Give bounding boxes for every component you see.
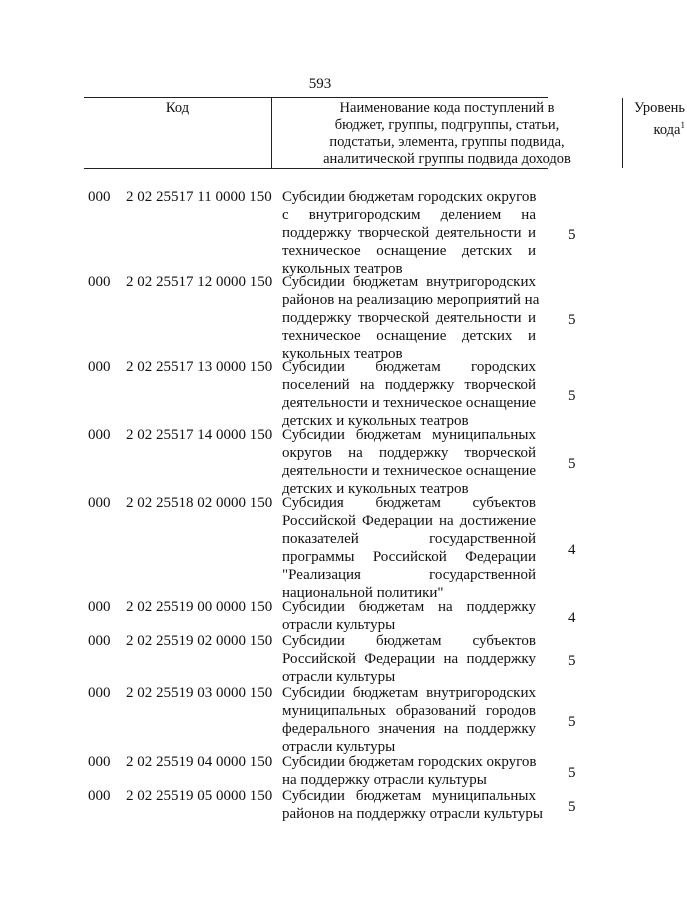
row-name-line: Субсидии бюджетам муниципальных	[282, 427, 536, 443]
row-code: 2 02 25517 12 0000 150	[126, 274, 273, 290]
row-name-line: Субсидия бюджетам субъектов	[282, 495, 536, 511]
row-code: 2 02 25517 14 0000 150	[126, 427, 273, 443]
row-name-line: на поддержку отрасли культуры	[282, 772, 487, 788]
row-name-line: поддержку творческой деятельности и	[282, 225, 536, 241]
row-level: 5	[568, 227, 576, 243]
row-code: 2 02 25519 04 0000 150	[126, 754, 273, 770]
row-code: 2 02 25517 13 0000 150	[126, 359, 273, 375]
row-name-line: поддержку творческой деятельности и	[282, 310, 536, 326]
row-code: 2 02 25517 11 0000 150	[126, 189, 272, 205]
row-name-line: Российской Федерации на поддержку	[282, 651, 536, 667]
header-level-label: Уровень кода	[633, 100, 685, 138]
row-name-line: национальной политики"	[282, 585, 444, 601]
row-name-line: деятельности и техническое оснащение	[282, 463, 536, 479]
row-name-line: Субсидии бюджетам городских округов	[282, 189, 537, 205]
row-name-line: федерального значения на поддержку	[282, 721, 536, 737]
row-code-prefix: 000	[88, 495, 111, 511]
row-code-prefix: 000	[88, 754, 111, 770]
row-level: 5	[568, 799, 576, 815]
row-code: 2 02 25519 03 0000 150	[126, 685, 273, 701]
row-level: 5	[568, 312, 576, 328]
row-code-prefix: 000	[88, 788, 111, 804]
row-name-line: отрасли культуры	[282, 739, 396, 755]
row-name-line: районов на поддержку отрасли культуры	[282, 806, 543, 822]
row-name-line: кукольных театров	[282, 261, 403, 277]
row-name-line: кукольных театров	[282, 346, 403, 362]
row-name-line: Субсидии бюджетам городских округов	[282, 754, 537, 770]
row-name	[282, 787, 543, 823]
row-name	[282, 358, 536, 430]
row-code-prefix: 000	[88, 189, 111, 205]
row-code-prefix: 000	[88, 599, 111, 615]
row-name-line: деятельности и техническое оснащение	[282, 395, 536, 411]
row-name-line: техническое оснащение детских и	[282, 243, 536, 259]
row-name-line: округов на поддержку творческой	[282, 445, 536, 461]
row-name-line: поселений на поддержку творческой	[282, 377, 536, 393]
row-name-line: Субсидии бюджетам субъектов	[282, 633, 536, 649]
row-name-line: детских и кукольных театров	[282, 413, 469, 429]
row-code-prefix: 000	[88, 427, 111, 443]
row-code-prefix: 000	[88, 685, 111, 701]
row-level: 4	[568, 610, 576, 626]
row-name-line: техническое оснащение детских и	[282, 328, 536, 344]
row-code-prefix: 000	[88, 274, 111, 290]
row-name-line: программы Российской Федерации	[282, 549, 536, 565]
row-level: 5	[568, 765, 576, 781]
row-name-line: Субсидии бюджетам на поддержку	[282, 599, 536, 615]
header-level-footnote: 1	[680, 120, 685, 130]
row-name-line: показателей государственной	[282, 531, 536, 547]
row-name	[282, 426, 536, 498]
row-name-line: районов на реализацию мероприятий на	[282, 292, 540, 308]
row-code-prefix: 000	[88, 633, 111, 649]
row-level: 5	[568, 388, 576, 404]
row-name-line: Российской Федерации на достижение	[282, 513, 536, 529]
table-header	[84, 97, 685, 169]
row-name-line: "Реализация государственной	[282, 567, 536, 583]
row-name	[282, 273, 540, 363]
row-name	[282, 598, 536, 634]
row-code-prefix: 000	[88, 359, 111, 375]
row-name	[282, 753, 536, 789]
header-name: Наименование кода поступлений в бюджет, группы, подгруппы, статьи, подстатьи, элемента, группы подвида, аналитической группы подвида доходов	[272, 98, 623, 168]
row-level: 5	[568, 653, 576, 669]
row-name	[282, 632, 536, 686]
header-code: Код	[84, 98, 272, 168]
row-name	[282, 188, 536, 278]
row-name-line: отрасли культуры	[282, 669, 396, 685]
row-name-line: Субсидии бюджетам внутригородских	[282, 685, 536, 701]
row-name-line: отрасли культуры	[282, 617, 396, 633]
row-level: 5	[568, 714, 576, 730]
row-name-line: Субсидии бюджетам муниципальных	[282, 788, 536, 804]
row-level: 5	[568, 456, 576, 472]
row-name-line: Субсидии бюджетам городских	[282, 359, 536, 375]
page-number: 593	[308, 76, 332, 92]
row-name-line: муниципальных образований городов	[282, 703, 536, 719]
row-name	[282, 684, 536, 756]
row-code: 2 02 25519 00 0000 150	[126, 599, 273, 615]
row-name-line: с внутригородским делением на	[282, 207, 536, 223]
header-level	[623, 98, 687, 168]
row-level: 4	[568, 542, 576, 558]
row-name	[282, 494, 536, 602]
row-name-line: детских и кукольных театров	[282, 481, 469, 497]
row-name-line: Субсидии бюджетам внутригородских	[282, 274, 536, 290]
row-code: 2 02 25519 02 0000 150	[126, 633, 273, 649]
row-code: 2 02 25519 05 0000 150	[126, 788, 273, 804]
row-code: 2 02 25518 02 0000 150	[126, 495, 273, 511]
